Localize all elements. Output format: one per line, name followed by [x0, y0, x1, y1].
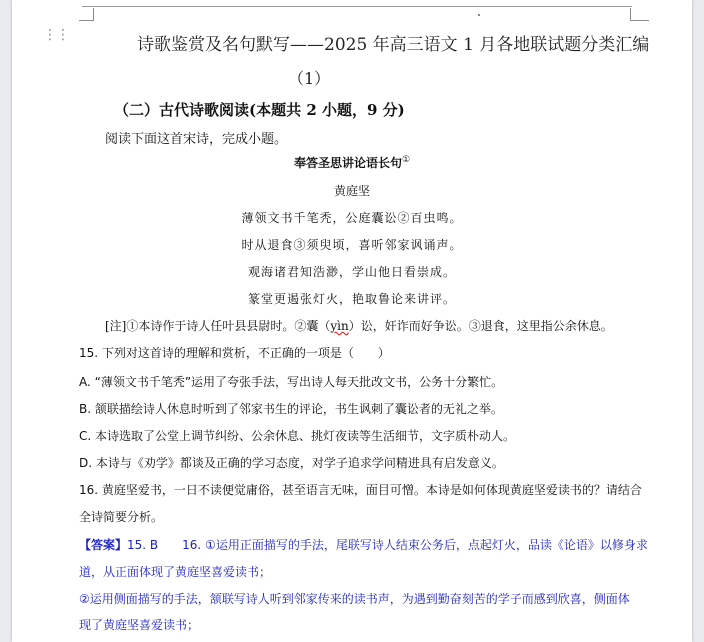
question-16-line-2: 全诗简要分析。: [79, 510, 164, 524]
poem-line: 薄领文书千笔秃，公庭囊讼②百虫鸣。: [241, 211, 463, 225]
option-d: D. 本诗与《劝学》都谈及正确的学习态度，对学子追求学问精进具有启发意义。: [79, 456, 504, 470]
poem-title: 奉答圣思讲论语长句①: [293, 155, 411, 170]
poem-line: 观海诸君知浩渺，学山他日看崇成。: [247, 265, 456, 279]
document-subtitle: （1）: [288, 69, 331, 88]
document-page: [12, 0, 692, 642]
answer-line-2: 道，从正面体现了黄庭坚喜爱读书；: [79, 565, 272, 579]
poem-annotation: [注]①本诗作于诗人任叶县县尉时。②囊（yìn）讼，奸诈而好争讼。③退食，这里指公余休息。: [105, 319, 613, 333]
page-marker-dot: [478, 14, 480, 16]
drag-handle-icon[interactable]: ⋮⋮: [43, 27, 69, 43]
poem-line: 篆堂更遏张灯火，艳取鲁论来讲评。: [247, 292, 456, 306]
option-a: A. “薄领文书千笔秃”运用了夸张手法，写出诗人每天批改文书，公务十分繁忙。: [79, 375, 504, 389]
document-title: 诗歌鉴赏及名句默写——2025 年高三语文 1 月各地联试题分类汇编: [137, 35, 650, 55]
question-16-line-1: 16. 黄庭坚爱书，一日不读便觉庸俗，甚至语言无味，面目可憎。本诗是如何体现黄庭坚爱读书的？请结合: [79, 483, 642, 497]
option-c: C. 本诗选取了公堂上调节纠纷、公余休息、挑灯夜读等生活细节，文字质朴动人。: [79, 429, 516, 443]
reading-instruction: 阅读下面这首宋诗，完成小题。: [105, 132, 288, 147]
option-b: B. 颔联描绘诗人休息时听到了邻家书生的评论，书生讽刺了囊讼者的无礼之举。: [79, 402, 503, 416]
margin-corner-mark-right: [630, 8, 649, 21]
poem-author: 黄庭坚: [333, 184, 370, 198]
poem-line: 时从退食③须臾顷，喜听邻家讽诵声。: [241, 238, 463, 252]
section-heading: （二）古代诗歌阅读(本题共 2 小题，9 分): [114, 101, 405, 119]
pinyin-mark: yìn: [330, 319, 349, 333]
answer-line-4: 现了黄庭坚喜爱读书；: [79, 618, 200, 632]
page-top-border: [82, 6, 632, 7]
answer-label: 【答案】: [79, 538, 128, 552]
answer-line-3: ②运用侧面描写的手法，颔联写诗人听到邻家传来的读书声，为遇到勤奋刻苦的学子而感到欣喜，侧面体: [79, 592, 630, 606]
margin-corner-mark-left: [79, 8, 94, 21]
question-15: 15. 下列对这首诗的理解和赏析，不正确的一项是（ ）: [79, 346, 390, 360]
answer-line-1: 【答案】15. B 16. ①运用正面描写的手法，尾联写诗人结束公务后，点起灯火，品读《论语》以修身求: [79, 538, 648, 552]
